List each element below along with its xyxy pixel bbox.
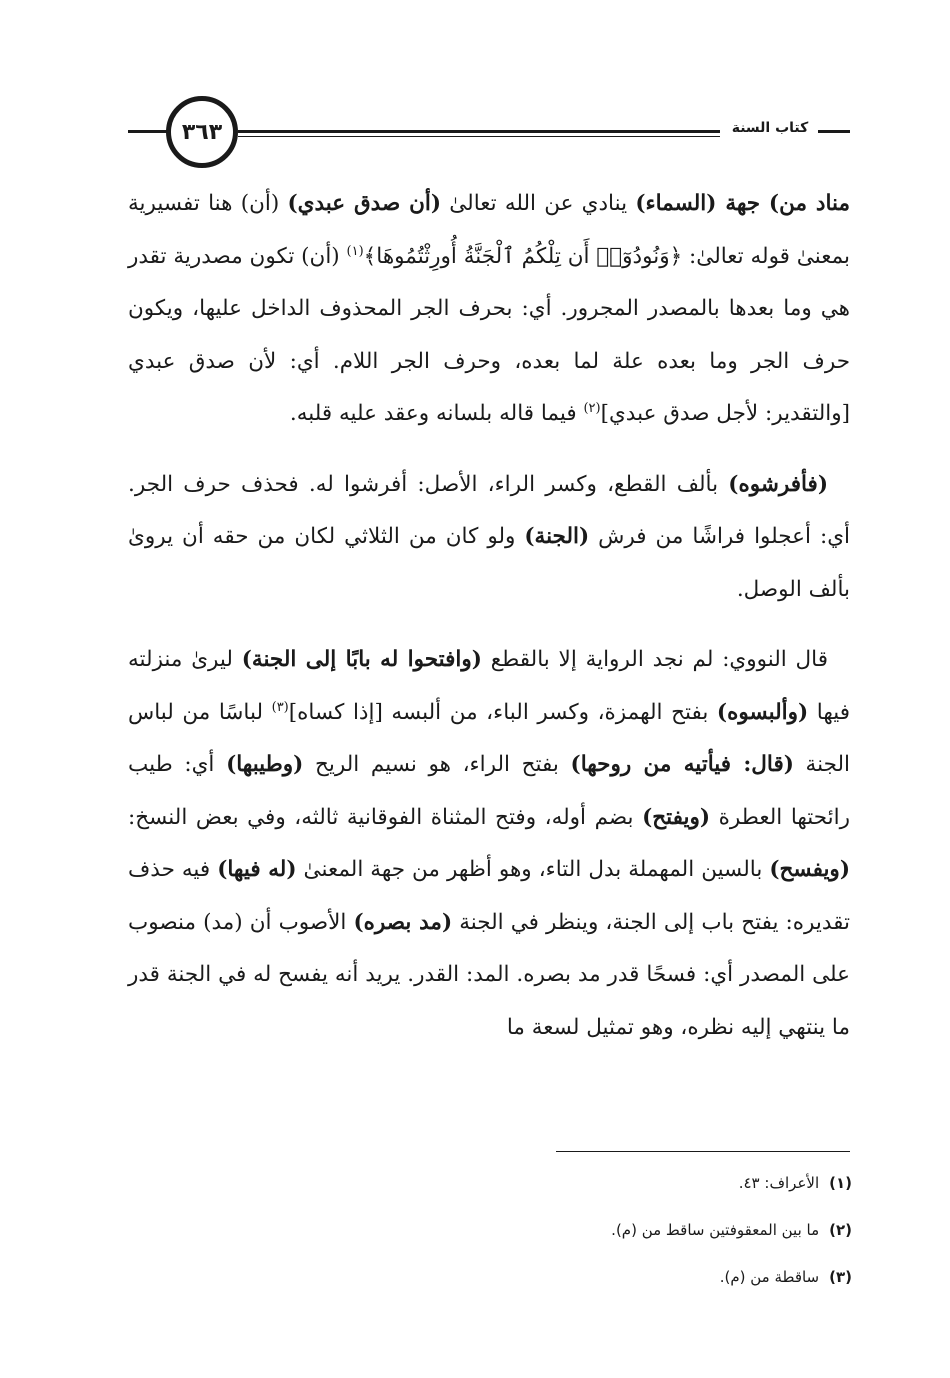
text-run: بالسين المهملة بدل التاء، وهو أظهر من جهة المعنىٰ xyxy=(296,857,770,882)
paragraph-1 xyxy=(128,178,850,441)
text-run: بفتح الراء، هو نسيم الريح xyxy=(303,752,571,777)
page-number: ٣٦٣ xyxy=(181,119,223,145)
text-run: (ويفسح) xyxy=(769,857,850,882)
text-run: مناد من) جهة xyxy=(716,191,850,216)
text-run: بفتح الهمزة، وكسر الباء، من ألبسه [إذا كساه] xyxy=(288,699,717,725)
page-header xyxy=(128,92,850,172)
text-run: لباسًا من لباس الجنة xyxy=(128,699,850,777)
text-run: (وافتحوا له بابًا إلى الجنة) xyxy=(241,647,482,672)
running-head: كتاب السنة xyxy=(731,120,809,136)
main-text xyxy=(128,178,850,1054)
text-run: (قال: فيأتيه من روحها) xyxy=(570,752,794,777)
footnote-number: (٢) xyxy=(829,1221,852,1239)
text-run: (فأفرشوه) xyxy=(728,471,828,497)
text-run: (وألبسوه) xyxy=(716,699,809,725)
footnote-2 xyxy=(500,1207,852,1254)
footnote-1 xyxy=(500,1160,852,1207)
footnote-text: الأعراف: ٤٣. xyxy=(738,1174,820,1192)
footnote-text: ما بين المعقوفتين ساقط من (م). xyxy=(611,1221,820,1239)
text-run: بضم أوله، وفتح المثناة الفوقانية ثالثه، وفي بعض النسخ: xyxy=(128,804,643,830)
footnote-number: (٣) xyxy=(829,1268,852,1286)
footnotes xyxy=(500,1160,852,1301)
text-run: (أن) هنا تفسيرية بمعنىٰ قوله تعالىٰ: ﴿وَنُودُوٓا۟ أَن تِلْكُمُ ٱلْجَنَّةُ أُورِثْتُمُوهَا﴾ xyxy=(128,191,850,269)
footnote-ref: (١) xyxy=(346,243,364,259)
text-run: فيه حذف تقديره: يفتح باب إلى الجنة، وينظر في الجنة xyxy=(128,857,851,935)
text-run: فيما قاله بلسانه وعقد عليه قلبه. xyxy=(289,401,584,426)
text-run: الأصوب أن (مد) منصوب على المصدر أي: فسحًا قدر مد بصره. المد: القدر. يريد أنه يفسح له في الجنة قدر ما ينتهي إليه نظره، وهو تمثيل لسعة ما xyxy=(128,909,850,1040)
text-run: (ويفتح) xyxy=(642,804,711,830)
text-run: (له فيها) xyxy=(217,857,297,882)
footnote-text: ساقطة من (م). xyxy=(719,1268,820,1286)
page-number-badge xyxy=(166,96,238,168)
paragraph-3 xyxy=(128,634,850,1054)
header-rule-middle xyxy=(238,130,720,133)
footnote-number: (١) xyxy=(829,1174,852,1192)
text-run: بألف القطع، وكسر الراء، الأصل: أفرشوا له. فحذف حرف الجر. أي: أعجلوا فراشًا من فرش xyxy=(128,471,850,549)
header-rule-left xyxy=(128,130,168,133)
text-run: قال النووي: لم نجد الرواية إلا بالقطع xyxy=(481,647,829,672)
text-run: (مد بصره) xyxy=(353,909,453,935)
text-run: (أن) تكون مصدرية تقدر هي وما بعدها بالمصدر المجرور. أي: بحرف الجر المحذوف الداخل عليها، ويكون حرف الجر وما بعده علة لما بعده، وحرف الجر اللام. أي: لأن صدق عبدي [والتقدير: لأجل صدق عبدي] xyxy=(128,243,850,426)
paragraph-2 xyxy=(128,459,850,617)
footnote-ref: (٣) xyxy=(271,699,289,715)
header-rule-right xyxy=(818,130,850,133)
text-run: أي: طيب رائحتها العطرة xyxy=(128,752,850,830)
footnote-separator xyxy=(556,1151,850,1152)
text-run: ينادي عن الله تعالىٰ xyxy=(441,191,636,216)
text-run: (الجنة) xyxy=(524,524,590,549)
footnote-ref: (٢) xyxy=(583,400,601,416)
footnote-3 xyxy=(500,1254,852,1301)
text-run: (السماء) xyxy=(635,191,717,216)
text-run: (وطيبها) xyxy=(226,752,304,777)
text-run: ليرىٰ منزلته فيها xyxy=(128,647,851,725)
text-run: ولو كان من الثلاثي لكان من حقه أن يروىٰ بألف الوصل. xyxy=(128,524,850,602)
header-rule-thin xyxy=(238,136,720,137)
text-run: (أن صدق عبدي) xyxy=(287,191,442,216)
